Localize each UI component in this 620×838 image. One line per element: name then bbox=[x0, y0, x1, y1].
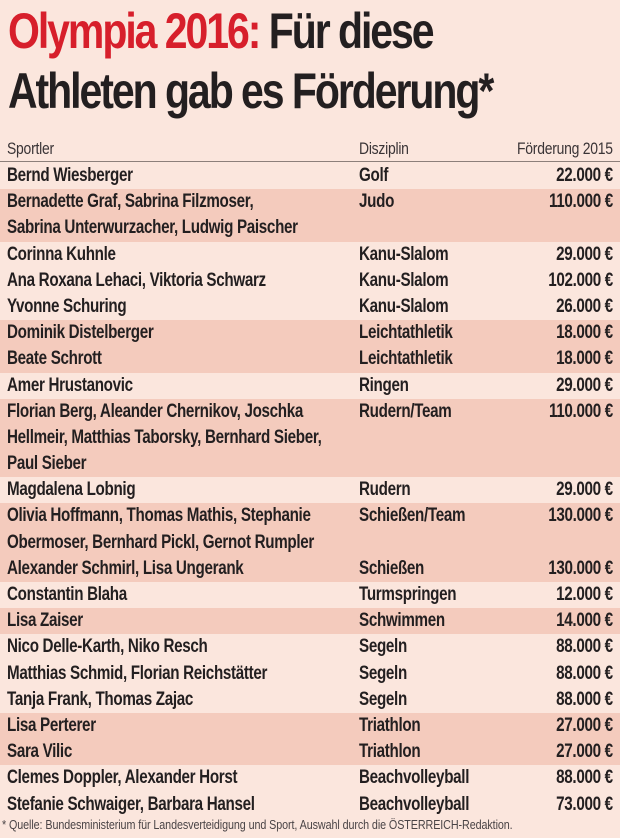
table-row bbox=[0, 268, 620, 294]
athlete-name-line: Nico Delle-Karth, Niko Resch bbox=[7, 636, 208, 658]
athlete-name-line: Corinna Kuhnle bbox=[7, 243, 116, 265]
table-row bbox=[0, 373, 620, 399]
funding-amount: 130.000 € bbox=[548, 557, 613, 579]
funding-amount: 27.000 € bbox=[556, 715, 613, 736]
athlete-names bbox=[7, 765, 237, 791]
funding-table bbox=[0, 163, 620, 818]
athlete-name-line: Tanja Frank, Thomas Zajac bbox=[7, 688, 194, 710]
discipline: Triathlon bbox=[359, 741, 421, 763]
page-title bbox=[8, 2, 508, 122]
athlete-names bbox=[7, 268, 266, 294]
table-row bbox=[0, 477, 620, 503]
title-line-2: Athleten gab es Förderung* bbox=[8, 63, 493, 119]
discipline: Rudern bbox=[359, 479, 411, 501]
table-row bbox=[0, 687, 620, 713]
athlete-name-line: Obermoser, Bernhard Pickl, Gernot Rumpler bbox=[7, 531, 315, 553]
discipline: Segeln bbox=[359, 636, 407, 658]
funding-amount: 88.000 € bbox=[556, 636, 613, 658]
discipline: Triathlon bbox=[359, 715, 421, 736]
athlete-names bbox=[7, 373, 133, 399]
funding-amount: 27.000 € bbox=[556, 741, 613, 763]
footnote-source: * Quelle: Bundesministerium für Landesverteidigung und Sport, Auswahl durch die ÖSTERREICH-Redaktion. bbox=[2, 818, 513, 832]
athlete-names bbox=[7, 713, 96, 739]
table-row bbox=[0, 242, 620, 268]
funding-amount: 29.000 € bbox=[556, 479, 613, 501]
table-row bbox=[0, 346, 620, 372]
athlete-name-line: Sara Vilic bbox=[7, 741, 72, 763]
column-header-disziplin: Disziplin bbox=[359, 139, 409, 158]
athlete-name-line: Yvonne Schuring bbox=[7, 295, 127, 317]
funding-amount: 22.000 € bbox=[556, 165, 613, 186]
discipline: Golf bbox=[359, 165, 389, 186]
table-row bbox=[0, 634, 620, 660]
funding-amount: 73.000 € bbox=[556, 793, 613, 815]
discipline: Ringen bbox=[359, 374, 409, 396]
funding-amount: 88.000 € bbox=[556, 767, 613, 789]
discipline: Kanu-Slalom bbox=[359, 243, 449, 265]
table-row bbox=[0, 765, 620, 791]
discipline: Schießen bbox=[359, 557, 425, 579]
title-highlight: Olympia 2016: bbox=[8, 3, 260, 59]
funding-amount: 29.000 € bbox=[556, 243, 613, 265]
athlete-name-line: Matthias Schmid, Florian Reichstätter bbox=[7, 662, 268, 684]
athlete-name-line: Alexander Schmirl, Lisa Ungerank bbox=[7, 557, 244, 579]
athlete-name-line: Magdalena Lobnig bbox=[7, 479, 136, 501]
table-row bbox=[0, 582, 620, 608]
athlete-names bbox=[7, 661, 267, 687]
column-header-sportler: Sportler bbox=[7, 139, 54, 158]
table-row bbox=[0, 792, 620, 818]
funding-amount: 110.000 € bbox=[549, 400, 613, 422]
table-row bbox=[0, 713, 620, 739]
title-line1-rest: Für diese bbox=[259, 3, 433, 59]
funding-amount: 88.000 € bbox=[556, 662, 613, 684]
table-row bbox=[0, 294, 620, 320]
athlete-names bbox=[7, 582, 127, 608]
table-row bbox=[0, 163, 620, 189]
funding-amount: 18.000 € bbox=[556, 348, 613, 370]
discipline: Segeln bbox=[359, 688, 407, 710]
funding-amount: 110.000 € bbox=[549, 191, 613, 213]
table-row bbox=[0, 661, 620, 687]
athlete-name-line: Stefanie Schwaiger, Barbara Hansel bbox=[7, 793, 255, 815]
athlete-name-line: Florian Berg, Aleander Chernikov, Joschka bbox=[7, 400, 304, 422]
table-row bbox=[0, 739, 620, 765]
table-row bbox=[0, 556, 620, 582]
discipline: Leichtathletik bbox=[359, 348, 453, 370]
athlete-names bbox=[7, 189, 298, 241]
discipline: Segeln bbox=[359, 662, 407, 684]
athlete-names bbox=[7, 634, 208, 660]
athlete-name-line: Lisa Zaiser bbox=[7, 610, 83, 632]
discipline: Beachvolleyball bbox=[359, 793, 470, 815]
discipline: Judo bbox=[359, 191, 395, 213]
funding-amount: 102.000 € bbox=[548, 269, 613, 291]
athlete-names bbox=[7, 792, 255, 818]
discipline: Schießen/Team bbox=[359, 505, 466, 527]
table-row bbox=[0, 503, 620, 555]
athlete-name-line: Beate Schrott bbox=[7, 348, 102, 370]
athlete-names bbox=[7, 242, 116, 268]
discipline: Schwimmen bbox=[359, 610, 445, 632]
athlete-names bbox=[7, 294, 126, 320]
athlete-name-line: Clemes Doppler, Alexander Horst bbox=[7, 767, 238, 789]
athlete-name-line: Bernd Wiesberger bbox=[7, 165, 133, 186]
athlete-name-line: Bernadette Graf, Sabrina Filzmoser, bbox=[7, 191, 254, 213]
athlete-name-line: Hellmeir, Matthias Taborsky, Bernhard Sieber, bbox=[7, 426, 322, 448]
table-row bbox=[0, 189, 620, 241]
athlete-names bbox=[7, 503, 314, 555]
athlete-names bbox=[7, 163, 133, 189]
athlete-names bbox=[7, 608, 83, 634]
title-line-1 bbox=[8, 2, 508, 62]
table-header bbox=[0, 137, 620, 162]
table-row bbox=[0, 320, 620, 346]
funding-amount: 14.000 € bbox=[556, 610, 613, 632]
funding-amount: 26.000 € bbox=[556, 295, 613, 317]
athlete-name-line: Lisa Perterer bbox=[7, 715, 96, 736]
funding-amount: 18.000 € bbox=[556, 322, 613, 344]
athlete-name-line: Ana Roxana Lehaci, Viktoria Schwarz bbox=[7, 269, 266, 291]
athlete-names bbox=[7, 739, 72, 765]
athlete-names bbox=[7, 556, 243, 582]
athlete-name-line: Sabrina Unterwurzacher, Ludwig Paischer bbox=[7, 217, 298, 239]
funding-amount: 12.000 € bbox=[556, 584, 613, 606]
athlete-names bbox=[7, 477, 135, 503]
column-header-foerderung: Förderung 2015 bbox=[517, 139, 613, 158]
athlete-name-line: Olivia Hoffmann, Thomas Mathis, Stephanie bbox=[7, 505, 311, 527]
discipline: Leichtathletik bbox=[359, 322, 453, 344]
athlete-name-line: Paul Sieber bbox=[7, 453, 87, 475]
funding-amount: 29.000 € bbox=[556, 374, 613, 396]
funding-amount: 130.000 € bbox=[548, 505, 613, 527]
discipline: Beachvolleyball bbox=[359, 767, 470, 789]
athlete-name-line: Amer Hrustanovic bbox=[7, 374, 133, 396]
table-row bbox=[0, 608, 620, 634]
discipline: Turmspringen bbox=[359, 584, 457, 606]
athlete-names bbox=[7, 320, 153, 346]
athlete-name-line: Constantin Blaha bbox=[7, 584, 127, 606]
athlete-names bbox=[7, 346, 102, 372]
discipline: Kanu-Slalom bbox=[359, 269, 449, 291]
athlete-names bbox=[7, 687, 193, 713]
athlete-names bbox=[7, 399, 321, 478]
funding-amount: 88.000 € bbox=[556, 688, 613, 710]
table-row bbox=[0, 399, 620, 478]
discipline: Kanu-Slalom bbox=[359, 295, 449, 317]
discipline: Rudern/Team bbox=[359, 400, 452, 422]
athlete-name-line: Dominik Distelberger bbox=[7, 322, 154, 344]
